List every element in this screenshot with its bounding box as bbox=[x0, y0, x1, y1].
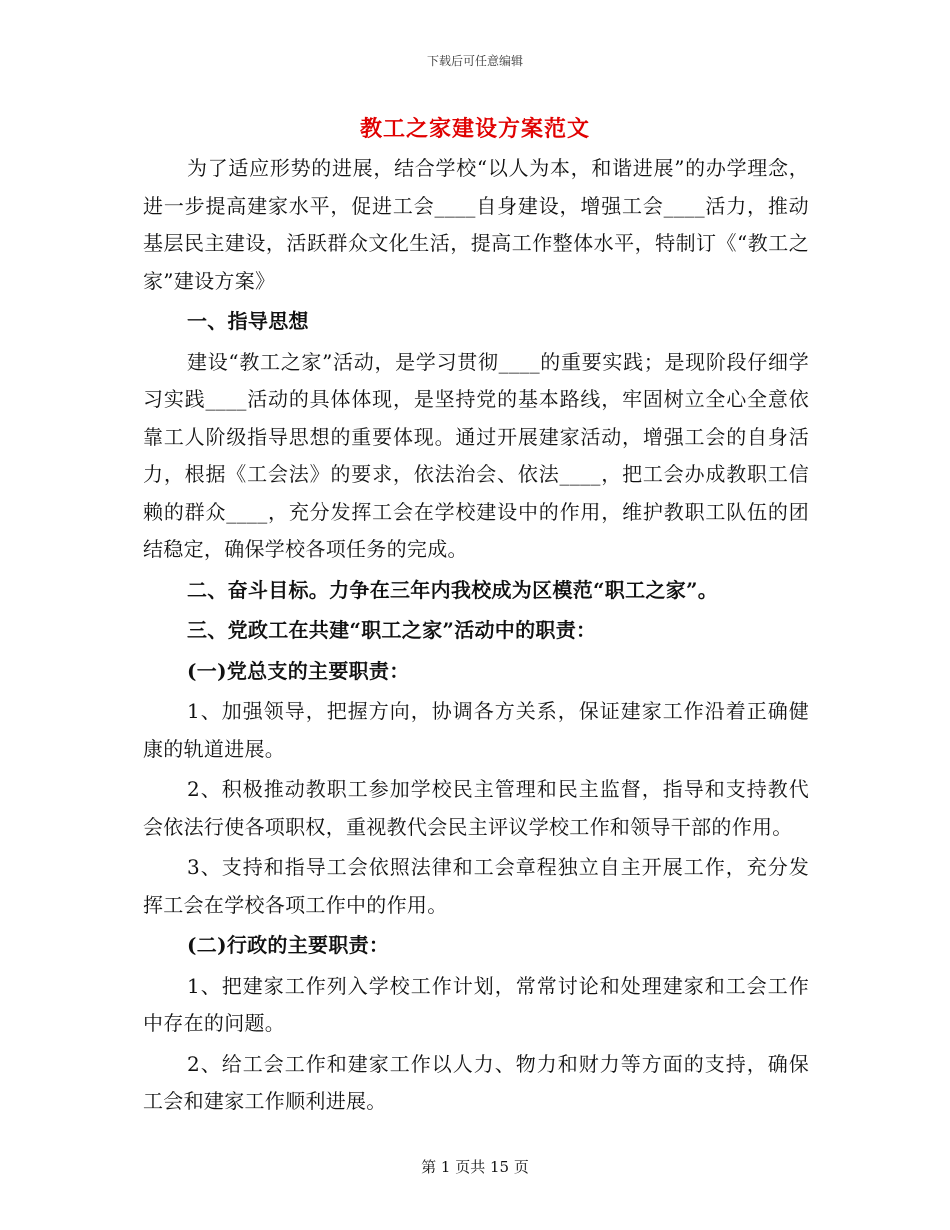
document-title: 教工之家建设方案范文 bbox=[359, 116, 590, 142]
party-duty-item-1: 1、加强领导，把握方向，协调各方关系，保证建家工作沿着正确健康的轨道进展。 bbox=[143, 699, 809, 761]
page-number-footer: 第 1 页共 15 页 bbox=[421, 1158, 529, 1176]
subheading-administration-duties: (二)行政的主要职责： bbox=[187, 933, 390, 957]
party-duty-item-2: 2、积极推动教职工参加学校民主管理和民主监督，指导和支持教代会依法行使各项职权，重视教代会民主评议学校工作和领导干部的作用。 bbox=[143, 777, 809, 839]
admin-duty-item-2: 2、给工会工作和建家工作以人力、物力和财力等方面的支持，确保工会和建家工作顺利进展。 bbox=[143, 1051, 809, 1113]
section-heading-goal: 二、奋斗目标。力争在三年内我校成为区模范“职工之家”。 bbox=[187, 577, 719, 602]
admin-duty-item-1: 1、把建家工作列入学校工作计划，常常讨论和处理建家和工会工作中存在的问题。 bbox=[143, 973, 809, 1035]
subheading-party-branch-duties: (一)党总支的主要职责： bbox=[187, 658, 410, 683]
party-duty-item-3: 3、支持和指导工会依照法律和工会章程独立自主开展工作，充分发挥工会在学校各项工作中的作用。 bbox=[143, 855, 809, 917]
section-heading-guiding-thought: 一、指导思想 bbox=[187, 309, 309, 333]
section-heading-duties: 三、党政工在共建“职工之家”活动中的职责： bbox=[187, 618, 597, 642]
document-body bbox=[143, 150, 809, 1121]
intro-paragraph: 为了适应形势的进展，结合学校“以人为本，和谐进展”的办学理念，进一步提高建家水平，促进工会____自身建设，增强工会____活力，推动基层民主建设，活跃群众文化生活，提高工作整体水平，特制订《“教工之家”建设方案》 bbox=[143, 156, 809, 293]
guiding-thought-paragraph: 建设“教工之家”活动，是学习贯彻____的重要实践；是现阶段仔细学习实践____活动的具体体现，是坚持党的基本路线，牢固树立全心全意依靠工人阶级指导思想的重要体现。通过开展建家活动，增强工会的自身活力，根据《工会法》的要求，依法治会、依法____，把工会办成教职工信赖的群众____，充分发挥工会在学校建设中的作用，维护教职工队伍的团结稳定，确保学校各项任务的完成。 bbox=[143, 349, 809, 561]
page-header-note: 下载后可任意编辑 bbox=[426, 54, 523, 68]
